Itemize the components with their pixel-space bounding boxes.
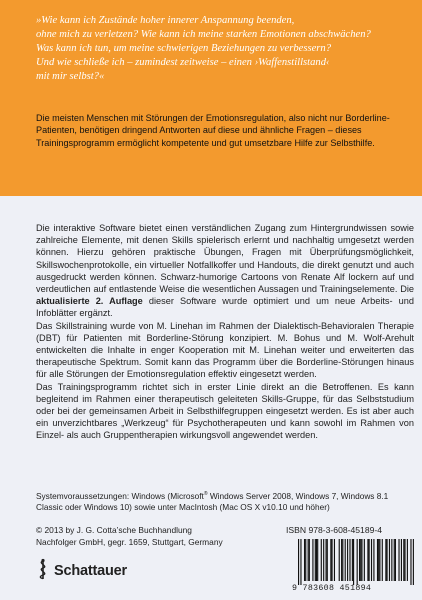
barcode-bar <box>349 539 350 581</box>
sysreq-text: Windows Server 2008, Windows 7, Windows 8.1 Classic oder Windows 10) sowie unter MacIntosh (Mac OS X v10.10 und höher) <box>36 490 389 512</box>
barcode-bar <box>401 539 402 581</box>
barcode-bar <box>385 539 386 581</box>
publisher-logo <box>36 560 127 582</box>
barcode-bar <box>304 539 305 581</box>
barcode-bar <box>361 539 362 581</box>
barcode-bar <box>334 539 335 581</box>
barcode-bar <box>316 539 317 581</box>
barcode-bar <box>367 539 368 581</box>
edition-highlight: aktualisierte 2. Auflage <box>36 296 143 307</box>
barcode-bar <box>373 539 374 581</box>
barcode-bar <box>298 539 299 585</box>
barcode-bar <box>379 539 380 581</box>
barcode-bar <box>404 539 405 581</box>
barcode-bar <box>413 539 414 585</box>
registered-mark: ® <box>203 491 208 497</box>
barcode-bar <box>331 539 332 581</box>
barcode-bar <box>317 539 318 581</box>
barcode-bar <box>309 539 310 581</box>
barcode-bar <box>389 539 390 581</box>
copyright-notice <box>36 525 266 548</box>
system-requirements <box>36 489 416 513</box>
description-text <box>36 222 414 442</box>
barcode-bar <box>371 539 372 581</box>
barcode-bar <box>364 539 365 581</box>
barcode-bar <box>360 539 361 581</box>
quote-line: »Wie kann ich Zustände hoher innerer Anspannung beenden, <box>36 15 295 26</box>
serpent-staff-logo-icon <box>36 558 50 585</box>
barcode-bar <box>327 539 328 581</box>
barcode-bar <box>315 539 316 581</box>
barcode-bar <box>352 539 353 581</box>
barcode-bar <box>323 539 324 581</box>
barcode-bar <box>398 539 399 581</box>
barcode-bar <box>369 539 370 581</box>
barcode-bar <box>391 539 392 581</box>
barcode-bar <box>353 539 354 585</box>
barcode-bar <box>394 539 395 581</box>
barcode-bar <box>326 539 327 581</box>
publisher-name: Schattauer <box>54 563 127 579</box>
quote-line: Was kann ich tun, um meine schwierigen Beziehungen zu verbessern? <box>36 43 332 54</box>
barcode-bar <box>341 539 342 581</box>
barcode-bar <box>347 539 348 581</box>
barcode-bar <box>403 539 404 581</box>
barcode-bar <box>407 539 408 581</box>
isbn-label: ISBN 978-3-608-45189-4 <box>286 525 383 535</box>
copyright-line: Nachfolger GmbH, gegr. 1659, Stuttgart, Germany <box>36 536 223 547</box>
barcode-bar <box>300 539 301 585</box>
quote-block <box>36 14 414 84</box>
barcode-bar <box>321 539 322 581</box>
barcode-bar <box>386 539 387 581</box>
quote-line: Und wie schließe ich – zumindest zeitweise – einen ›Waffenstillstand‹ <box>36 57 330 68</box>
barcode-bar <box>410 539 411 585</box>
barcode-bar <box>342 539 343 581</box>
paragraph-target-audience: Das Trainingsprogramm richtet sich in erster Linie direkt an die Betroffenen. Es kann begleitend im Rahmen einer therapeutisch geleiteten Skills-Gruppe, für das Selbststudium oder bei der gemeinsamen Arbeit in Selbsthilfegruppen eingesetzt werden. Es ist aber auch ein unverzichtbares „Werkzeug“ für Psychotherapeuten und kann sowohl im Rahmen von Einzel- als auch Gruppentherapien wirkungsvoll angewendet werden. <box>36 381 414 441</box>
sysreq-text: Systemvoraussetzungen: Windows (Microsoft <box>36 490 204 501</box>
barcode-bar <box>395 539 396 581</box>
barcode-bar <box>308 539 309 581</box>
paragraph-text: Die interaktive Software bietet einen verständlichen Zugang zum Hintergrundwissen sowie zahlreiche Elemente, mit denen Skills spielerisch erlernt und nachhaltig umgesetzt werden können. Hierzu gehören praktische Übungen, Fragen mit Überprüfungsmöglichkeit, Skillswochenprotokolle, ein virtueller Notfallkoffer und Handouts, die direkt genutzt und auch ausgedruckt werden können. Schwarz-humorige Cartoons von Renate Alf lockern auf und verdeutlichen auf entlastende Weise die wesentlichen Aussagen und Trainingselemente. Die <box>36 223 414 295</box>
paragraph-text: dieser Software wurde optimiert und um neue Arbeits- und Infoblätter ergänzt. <box>36 296 414 319</box>
quote-line: ohne mich zu verletzen? Wie kann ich meine starken Emotionen abschwächen? <box>36 29 371 40</box>
barcode-bar <box>339 539 340 581</box>
paragraph-software <box>36 222 414 320</box>
barcode-bar <box>305 539 306 581</box>
paragraph-skillstraining: Das Skillstraining wurde von M. Linehan im Rahmen der Dialektisch-Behavioralen Therapie (DBT) für Patienten mit Borderline-Störung konzipiert. M. Bohus und M. Wolf-Arehult entwickelten die Inhalte in enger Kooperation mit M. Linehan weiter und erweiterten das therapeutische Spektrum. Somit kann das Programm über die Borderline-Störungen hinaus für alle Störungen der Emotionsregulation effektiv eingesetzt werden. <box>36 320 414 380</box>
barcode-bar <box>359 539 360 581</box>
barcode-bar <box>330 539 331 581</box>
barcode-bar <box>312 539 313 581</box>
intro-paragraph: Die meisten Menschen mit Störungen der Emotionsregulation, also nicht nur Borderline-Patienten, benötigen dringend Antworten auf diese und ähnliche Fragen – dieses Trainingsprogramm ermöglicht kompetente und gut umsetzbare Hilfe zur Selbsthilfe. <box>36 113 390 148</box>
barcode-digits: 9 783608 451894 <box>292 584 372 593</box>
barcode-bar <box>378 539 379 581</box>
barcode-bar <box>377 539 378 581</box>
barcode-bar <box>357 539 358 585</box>
copyright-line: © 2013 by J. G. Cotta’sche Buchhandlung <box>36 525 192 535</box>
barcode-bar <box>382 539 383 581</box>
barcode-bar <box>345 539 346 581</box>
quote-line: mit mir selbst?« <box>36 71 105 82</box>
